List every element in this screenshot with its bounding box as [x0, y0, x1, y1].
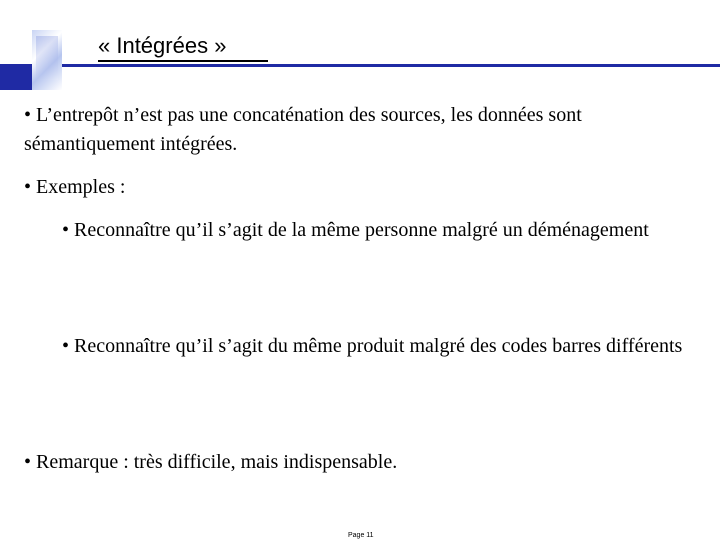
- header-left-bar: [0, 64, 32, 90]
- header-rule: [62, 64, 720, 67]
- bullet-integration: • L’entrepôt n’est pas une concaténation des sources, les données sont sémantiquement intégrées.: [24, 104, 582, 155]
- page-number: Page 11: [348, 532, 374, 539]
- slide-title: « Intégrées »: [98, 33, 227, 58]
- sub-bullet-product: • Reconnaître qu’il s’agit du même produit malgré des codes barres différents: [62, 335, 683, 357]
- sub-bullet-person: • Reconnaître qu’il s’agit de la même personne malgré un déménagement: [62, 219, 649, 241]
- title-underline: [98, 60, 268, 62]
- bullet-examples: • Exemples :: [24, 176, 126, 198]
- bullet-remark: • Remarque : très difficile, mais indispensable.: [24, 451, 398, 473]
- logo-icon: [32, 30, 62, 90]
